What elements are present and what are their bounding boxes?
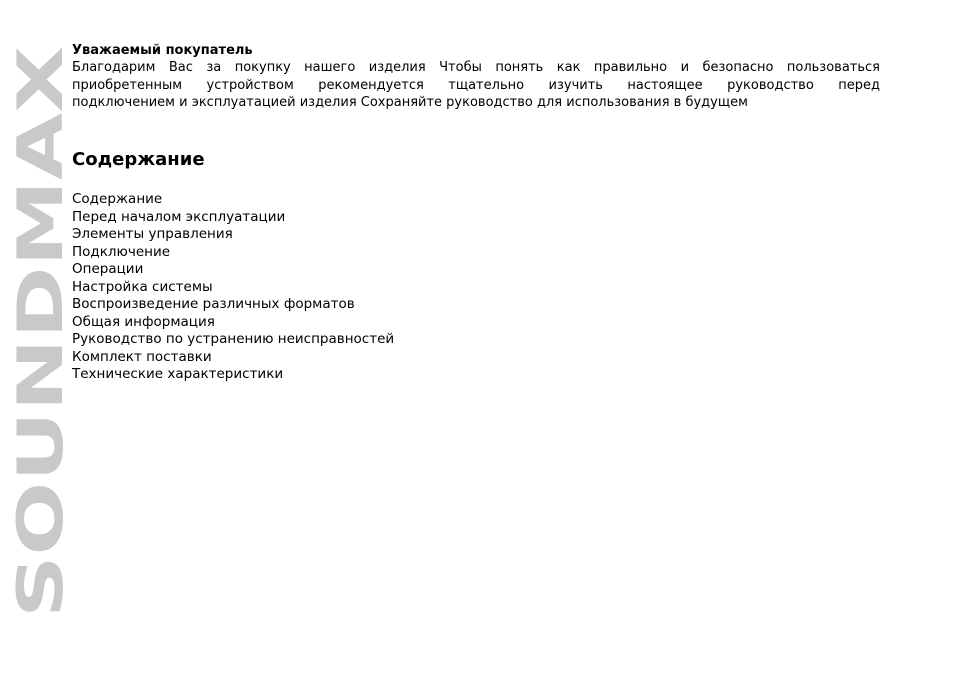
toc-item: Комплект поставки	[72, 348, 212, 365]
toc-item: Подключение	[72, 243, 171, 260]
toc-item: Элементы управления	[72, 226, 233, 242]
toc-item: Общая информация	[72, 313, 215, 330]
greeting-paragraph	[72, 59, 880, 112]
toc-heading: Содержание	[72, 149, 205, 170]
toc-item: Настройка системы	[72, 278, 213, 295]
greeting-line: Благодарим Вас за покупку нашего изделия Чтобы понять как правильно и безопасно пользоваться	[72, 60, 880, 75]
toc-item: Содержание	[72, 191, 163, 207]
greeting-line: приобретенным устройством рекомендуется тщательно изучить настоящее руководство перед	[72, 77, 880, 93]
soundmax-watermark-logo	[4, 46, 77, 618]
greeting-line: подключением и эксплуатацией изделия Сохраняйте руководство для использования в будущем	[72, 95, 748, 110]
toc-item: Перед началом эксплуатации	[72, 208, 286, 225]
toc-list	[72, 191, 394, 384]
greeting-section	[72, 42, 880, 112]
toc-item: Руководство по устранению неисправностей	[72, 331, 395, 347]
greeting-title: Уважаемый покупатель	[72, 43, 253, 58]
watermark-text: SOUNDMAX	[4, 209, 77, 618]
toc-item: Воспроизведение различных форматов	[72, 296, 355, 312]
toc-item: Технические характеристики	[72, 366, 284, 382]
toc-item: Операции	[72, 261, 144, 277]
